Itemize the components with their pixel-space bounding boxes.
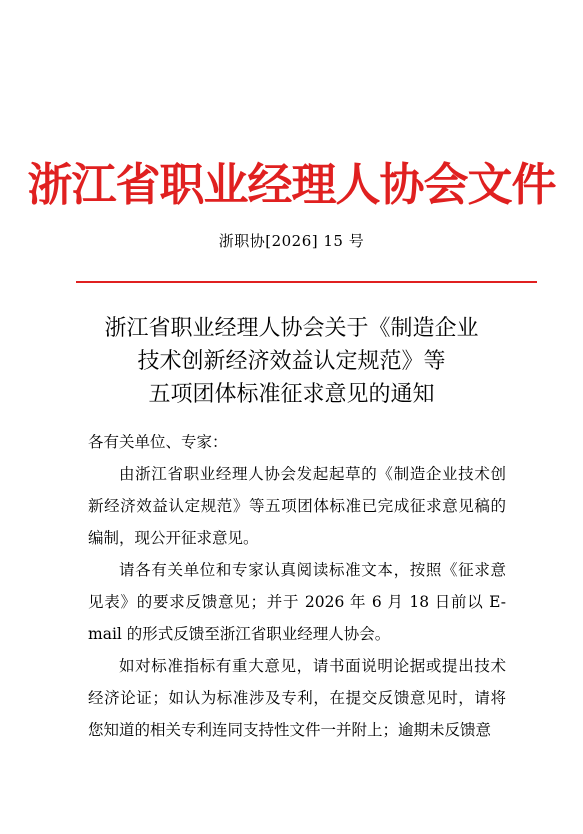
body-paragraph: 请各有关单位和专家认真阅读标准文本，按照《征求意见表》的要求反馈意见；并于 2026 年 6 月 18 日前以 E-mail 的形式反馈至浙江省职业经理人协会。 [88,561,506,643]
notice-title-line: 五项团体标准征求意见的通知 [148,382,435,407]
header-divider [76,281,537,283]
salutation: 各有关单位、专家： [88,433,228,451]
notice-title-line: 技术创新经济效益认定规范》等 [137,349,446,374]
document-number: 浙职协[2026] 15 号 [218,232,365,250]
notice-body [88,426,506,746]
notice-title [0,312,583,411]
notice-title-line: 浙江省职业经理人协会关于《制造企业 [104,316,479,341]
org-header-title: 浙江省职业经理人协会文件 [27,158,556,211]
body-paragraph: 由浙江省职业经理人协会发起起草的《制造企业技术创新经济效益认定规范》等五项团体标准已完成征求意见稿的编制，现公开征求意见。 [88,465,506,547]
body-paragraph: 如对标准指标有重大意见，请书面说明论据或提出技术经济论证；如认为标准涉及专利，在提交反馈意见时，请将您知道的相关专利连同支持性文件一并附上；逾期未反馈意 [88,657,506,739]
